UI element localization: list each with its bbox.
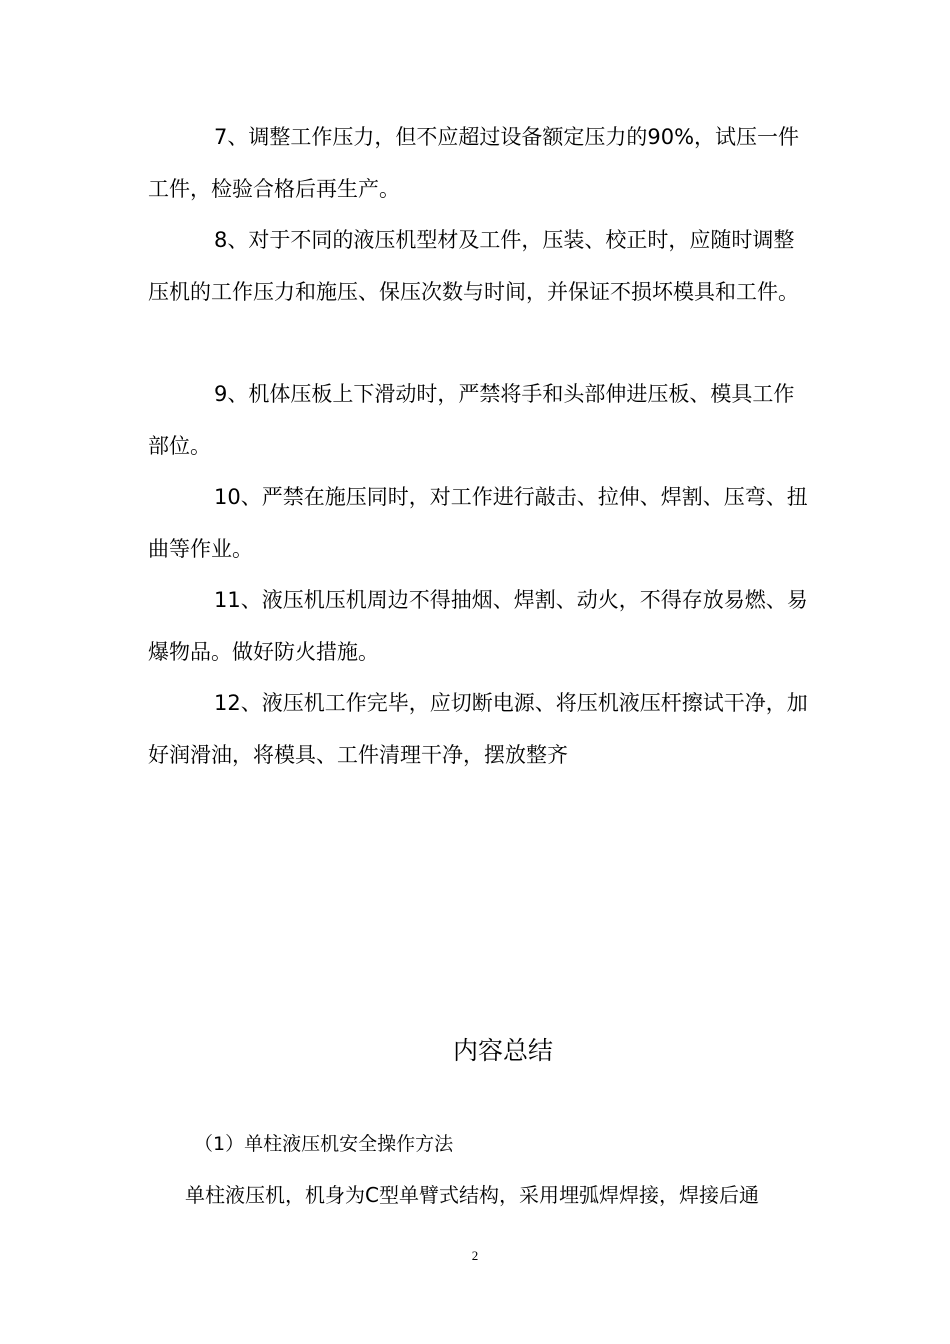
paragraph-item-7: 7、调整工作压力，但不应超过设备额定压力的90%，试压一件工件，检验合格后再生产。	[148, 125, 800, 201]
summary-title: 内容总结	[452, 1036, 553, 1065]
summary-subheading: （1）单柱液压机安全操作方法	[194, 1133, 454, 1155]
paragraph-item-12: 12、液压机工作完毕，应切断电源、将压机液压杆擦试干净，加好润滑油，将模具、工件清理干净，摆放整齐	[148, 691, 808, 767]
paragraph-item-10: 10、严禁在施压同时，对工作进行敲击、拉伸、焊割、压弯、扭曲等作业。	[148, 485, 808, 561]
paragraph-item-8: 8、对于不同的液压机型材及工件，压装、校正时，应随时调整压机的工作压力和施压、保压次数与时间，并保证不损坏模具和工件。	[148, 228, 799, 304]
paragraph-item-11: 11、液压机压机周边不得抽烟、焊割、动火，不得存放易燃、易爆物品。做好防火措施。	[148, 588, 808, 664]
paragraph-item-9: 9、机体压板上下滑动时，严禁将手和头部伸进压板、模具工作部位。	[148, 382, 795, 458]
page-number: 2	[471, 1248, 479, 1263]
summary-body: 单柱液压机，机身为C型单臂式结构，采用埋弧焊焊接，焊接后通	[185, 1183, 759, 1207]
